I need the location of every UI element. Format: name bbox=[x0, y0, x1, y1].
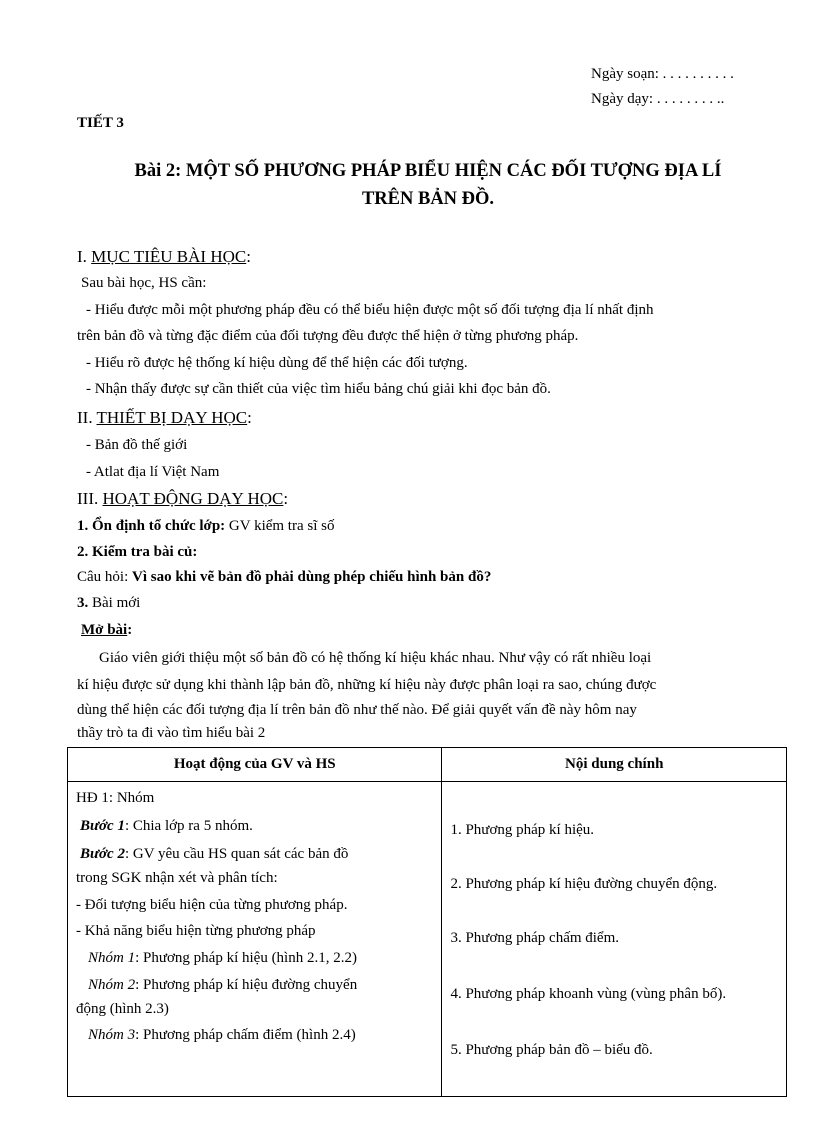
col-header-content: Nội dung chính bbox=[442, 748, 787, 782]
equipment-2: - Atlat địa lí Việt Nam bbox=[86, 464, 220, 480]
analysis-point-1: - Đối tượng biểu hiện của từng phương pháp. bbox=[76, 897, 348, 913]
hd1-label: HĐ 1: bbox=[76, 790, 114, 806]
method-3: 3. Phương pháp chấm điểm. bbox=[450, 930, 620, 946]
section-1-intro: Sau bài học, HS cần: bbox=[81, 275, 207, 291]
step-3-text: Bài mới bbox=[88, 595, 141, 611]
equipment-1: - Bản đồ thế giới bbox=[86, 437, 188, 453]
table-header-row bbox=[68, 748, 787, 782]
section-3-number: III. bbox=[77, 489, 103, 508]
ngay-soan: Ngày soạn: . . . . . . . . . . bbox=[591, 66, 734, 82]
group-3-label: Nhóm 3 bbox=[88, 1027, 136, 1043]
step-3 bbox=[77, 595, 140, 612]
group-3 bbox=[88, 1027, 356, 1044]
tiet-label: TIẾT 3 bbox=[77, 115, 124, 131]
section-3-title: HOẠT ĐỘNG DẠY HỌC bbox=[102, 489, 284, 508]
step-b2-cont: trong SGK nhận xét và phân tích: bbox=[76, 870, 278, 886]
intro-para-line1: Giáo viên giới thiệu một số bản đồ có hệ thống kí hiệu khác nhau. Như vậy có rất nhiều loại bbox=[99, 650, 652, 666]
step-1-text: GV kiểm tra sĩ số bbox=[225, 518, 335, 534]
activity-table bbox=[67, 747, 787, 1097]
intro-para-line4: thầy trò ta đi vào tìm hiểu bài 2 bbox=[77, 725, 266, 741]
step-b2 bbox=[80, 846, 348, 863]
objective-1-line1: - Hiểu được mỗi một phương pháp đều có thể biểu hiện được một số đối tượng địa lí nhất định bbox=[86, 302, 654, 318]
step-b1 bbox=[80, 818, 253, 835]
section-3-colon: : bbox=[283, 489, 289, 508]
intro-para-line3: dùng thể hiện các đối tượng địa lí trên bản đồ như thế nào. Để giải quyết vấn đề này hôm nay bbox=[77, 702, 637, 718]
hd1-text: Nhóm bbox=[113, 790, 155, 806]
mo-bai-label: Mở bài bbox=[81, 622, 128, 638]
section-2-title: THIẾT BỊ DẠY HỌC bbox=[96, 408, 248, 427]
step-1 bbox=[77, 518, 334, 535]
section-2-number: II. bbox=[77, 408, 97, 427]
table-row bbox=[68, 782, 787, 1097]
lesson-title-line1: Bài 2: MỘT SỐ PHƯƠNG PHÁP BIỂU HIỆN CÁC ĐỐI TƯỢNG ĐỊA LÍ bbox=[134, 161, 722, 181]
ngay-day: Ngày dạy: . . . . . . . . .. bbox=[591, 91, 725, 107]
intro-para-line2: kí hiệu được sử dụng khi thành lập bản đồ, những kí hiệu này được phân loại ra sao, chúng được bbox=[77, 677, 657, 693]
col-header-activities: Hoạt động của GV và HS bbox=[68, 748, 442, 782]
step-b2-label: Bước 2 bbox=[80, 846, 125, 862]
activities-cell bbox=[68, 782, 442, 1097]
group-3-text: : Phương pháp chấm điểm (hình 2.4) bbox=[135, 1027, 356, 1043]
method-5: 5. Phương pháp bản đồ – biểu đồ. bbox=[450, 1042, 653, 1058]
section-3-heading bbox=[77, 489, 288, 509]
step-b1-text: : Chia lớp ra 5 nhóm. bbox=[124, 818, 253, 834]
objective-3: - Nhận thấy được sự cần thiết của việc tìm hiểu bảng chú giải khi đọc bản đồ. bbox=[86, 381, 551, 397]
section-2-heading bbox=[77, 408, 252, 428]
analysis-point-2: - Khả năng biểu hiện từng phương pháp bbox=[76, 923, 316, 939]
step-3-number: 3. bbox=[77, 595, 89, 611]
question-label: Câu hỏi: bbox=[77, 569, 132, 585]
group-1 bbox=[88, 950, 357, 967]
question-text: Vì sao khi vẽ bản đồ phải dùng phép chiếu hình bản đồ? bbox=[132, 569, 492, 585]
section-2-colon: : bbox=[247, 408, 252, 427]
objective-1-line2: trên bản đồ và từng đặc điểm của đối tượng đều được thể hiện ở từng phương pháp. bbox=[77, 328, 579, 344]
step-2-label: 2. Kiểm tra bài củ: bbox=[77, 544, 198, 560]
step-b2-text: : GV yêu cầu HS quan sát các bản đồ bbox=[124, 846, 349, 862]
group-1-text: : Phương pháp kí hiệu (hình 2.1, 2.2) bbox=[135, 950, 357, 966]
method-4: 4. Phương pháp khoanh vùng (vùng phân bố). bbox=[450, 986, 727, 1002]
step-b1-label: Bước 1 bbox=[80, 818, 125, 834]
mo-bai-heading bbox=[81, 622, 132, 639]
method-2: 2. Phương pháp kí hiệu đường chuyển động. bbox=[450, 876, 718, 892]
group-2-text: : Phương pháp kí hiệu đường chuyển bbox=[135, 977, 358, 993]
question bbox=[77, 569, 491, 586]
step-1-label: 1. Ổn định tổ chức lớp: bbox=[77, 518, 226, 534]
method-1: 1. Phương pháp kí hiệu. bbox=[450, 822, 595, 838]
group-2-cont: động (hình 2.3) bbox=[76, 1001, 169, 1017]
mo-bai-colon: : bbox=[127, 622, 133, 638]
hd1-line bbox=[76, 790, 154, 807]
group-1-label: Nhóm 1 bbox=[88, 950, 136, 966]
objective-2: - Hiểu rõ được hệ thống kí hiệu dùng để thể hiện các đối tượng. bbox=[86, 355, 468, 371]
content-cell bbox=[442, 782, 787, 1097]
group-2-label: Nhóm 2 bbox=[88, 977, 136, 993]
section-1-heading bbox=[77, 247, 251, 267]
section-1-number: I. bbox=[77, 247, 92, 266]
group-2 bbox=[88, 977, 357, 994]
section-1-colon: : bbox=[246, 247, 251, 266]
section-1-title: MỤC TIÊU BÀI HỌC bbox=[91, 247, 247, 266]
lesson-title-line2: TRÊN BẢN ĐỒ. bbox=[361, 189, 495, 209]
